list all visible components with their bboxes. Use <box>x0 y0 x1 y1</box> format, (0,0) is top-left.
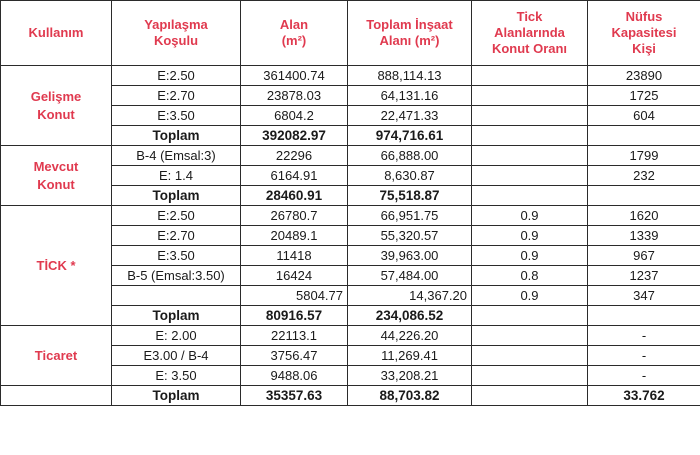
cell-insaat: 22,471.33 <box>348 106 472 126</box>
cell-alan: 6164.91 <box>241 166 348 186</box>
usage-gelisme-konut: Gelişme Konut <box>1 66 112 146</box>
cell-nufus: - <box>588 346 700 366</box>
cell-tick: 0.9 <box>472 206 588 226</box>
cell-alan: 16424 <box>241 266 348 286</box>
cell-alan: 22296 <box>241 146 348 166</box>
cell-total-insaat: 75,518.87 <box>348 186 472 206</box>
cell-tick: 0.9 <box>472 226 588 246</box>
cell-kosul: E:2.70 <box>112 226 241 246</box>
cell-tick: 0.8 <box>472 266 588 286</box>
cell-nufus <box>588 306 700 326</box>
cell-tick <box>472 346 588 366</box>
cell-insaat: 39,963.00 <box>348 246 472 266</box>
grand-total-row <box>1 386 700 406</box>
cell-alan: 5804.77 <box>241 286 348 306</box>
cell-nufus: 967 <box>588 246 700 266</box>
cell-alan: 11418 <box>241 246 348 266</box>
cell-insaat: 57,484.00 <box>348 266 472 286</box>
cell-kosul: E:2.50 <box>112 66 241 86</box>
table-row <box>1 146 700 166</box>
usage-mevcut-konut: Mevcut Konut <box>1 146 112 206</box>
cell-insaat: 55,320.57 <box>348 226 472 246</box>
cell-nufus: 1799 <box>588 146 700 166</box>
cell-total-nufus: 33.762 <box>588 386 700 406</box>
cell-insaat: 64,131.16 <box>348 86 472 106</box>
cell-nufus: 232 <box>588 166 700 186</box>
cell-nufus <box>588 186 700 206</box>
cell-toplam-label: Toplam <box>112 386 241 406</box>
cell-total-alan: 80916.57 <box>241 306 348 326</box>
cell-nufus: 347 <box>588 286 700 306</box>
cell-total-insaat: 974,716.61 <box>348 126 472 146</box>
cell-insaat: 44,226.20 <box>348 326 472 346</box>
cell-insaat: 8,630.87 <box>348 166 472 186</box>
cell-alan: 22113.1 <box>241 326 348 346</box>
cell-tick <box>472 366 588 386</box>
cell-tick: 0.9 <box>472 246 588 266</box>
cell-kosul: E:3.50 <box>112 246 241 266</box>
cell-insaat: 888,114.13 <box>348 66 472 86</box>
cell-alan: 26780.7 <box>241 206 348 226</box>
cell-kosul: E:2.50 <box>112 206 241 226</box>
cell-empty <box>1 386 112 406</box>
cell-kosul: E:2.70 <box>112 86 241 106</box>
cell-kosul <box>112 286 241 306</box>
cell-total-insaat: 88,703.82 <box>348 386 472 406</box>
cell-tick <box>472 106 588 126</box>
cell-kosul: E: 3.50 <box>112 366 241 386</box>
cell-insaat: 33,208.21 <box>348 366 472 386</box>
usage-tick: TİCK * <box>1 206 112 326</box>
cell-nufus: 1237 <box>588 266 700 286</box>
cell-kosul: E3.00 / B-4 <box>112 346 241 366</box>
cell-insaat: 11,269.41 <box>348 346 472 366</box>
cell-insaat: 14,367.20 <box>348 286 472 306</box>
cell-tick <box>472 166 588 186</box>
cell-kosul: E: 2.00 <box>112 326 241 346</box>
cell-tick: 0.9 <box>472 286 588 306</box>
cell-tick <box>472 126 588 146</box>
cell-nufus: 1725 <box>588 86 700 106</box>
table-row <box>1 326 700 346</box>
cell-tick <box>472 386 588 406</box>
header-tick-konut-orani: Tick Alanlarında Konut Oranı <box>472 1 588 66</box>
cell-alan: 6804.2 <box>241 106 348 126</box>
cell-nufus: 1620 <box>588 206 700 226</box>
header-kullanim: Kullanım <box>1 1 112 66</box>
table-row <box>1 206 700 226</box>
cell-tick <box>472 66 588 86</box>
cell-tick <box>472 186 588 206</box>
cell-total-alan: 28460.91 <box>241 186 348 206</box>
header-yapilasma-kosulu: Yapılaşma Koşulu <box>112 1 241 66</box>
cell-kosul: B-4 (Emsal:3) <box>112 146 241 166</box>
header-alan: Alan (m²) <box>241 1 348 66</box>
cell-total-alan: 35357.63 <box>241 386 348 406</box>
cell-alan: 20489.1 <box>241 226 348 246</box>
cell-alan: 361400.74 <box>241 66 348 86</box>
cell-alan: 9488.06 <box>241 366 348 386</box>
usage-ticaret: Ticaret <box>1 326 112 386</box>
cell-nufus: 604 <box>588 106 700 126</box>
cell-kosul: B-5 (Emsal:3.50) <box>112 266 241 286</box>
cell-alan: 3756.47 <box>241 346 348 366</box>
cell-toplam-label: Toplam <box>112 306 241 326</box>
header-toplam-insaat-alani: Toplam İnşaat Alanı (m²) <box>348 1 472 66</box>
cell-tick <box>472 86 588 106</box>
header-nufus-kapasitesi: Nüfus Kapasitesi Kişi <box>588 1 700 66</box>
cell-kosul: E:3.50 <box>112 106 241 126</box>
cell-total-insaat: 234,086.52 <box>348 306 472 326</box>
cell-nufus: 1339 <box>588 226 700 246</box>
table-row <box>1 66 700 86</box>
cell-nufus <box>588 126 700 146</box>
cell-nufus: - <box>588 366 700 386</box>
cell-kosul: E: 1.4 <box>112 166 241 186</box>
cell-tick <box>472 306 588 326</box>
cell-nufus: 23890 <box>588 66 700 86</box>
header-row <box>1 1 700 66</box>
cell-insaat: 66,888.00 <box>348 146 472 166</box>
cell-total-alan: 392082.97 <box>241 126 348 146</box>
cell-toplam-label: Toplam <box>112 186 241 206</box>
cell-toplam-label: Toplam <box>112 126 241 146</box>
cell-tick <box>472 326 588 346</box>
cell-tick <box>472 146 588 166</box>
cell-alan: 23878.03 <box>241 86 348 106</box>
cell-insaat: 66,951.75 <box>348 206 472 226</box>
cell-nufus: - <box>588 326 700 346</box>
